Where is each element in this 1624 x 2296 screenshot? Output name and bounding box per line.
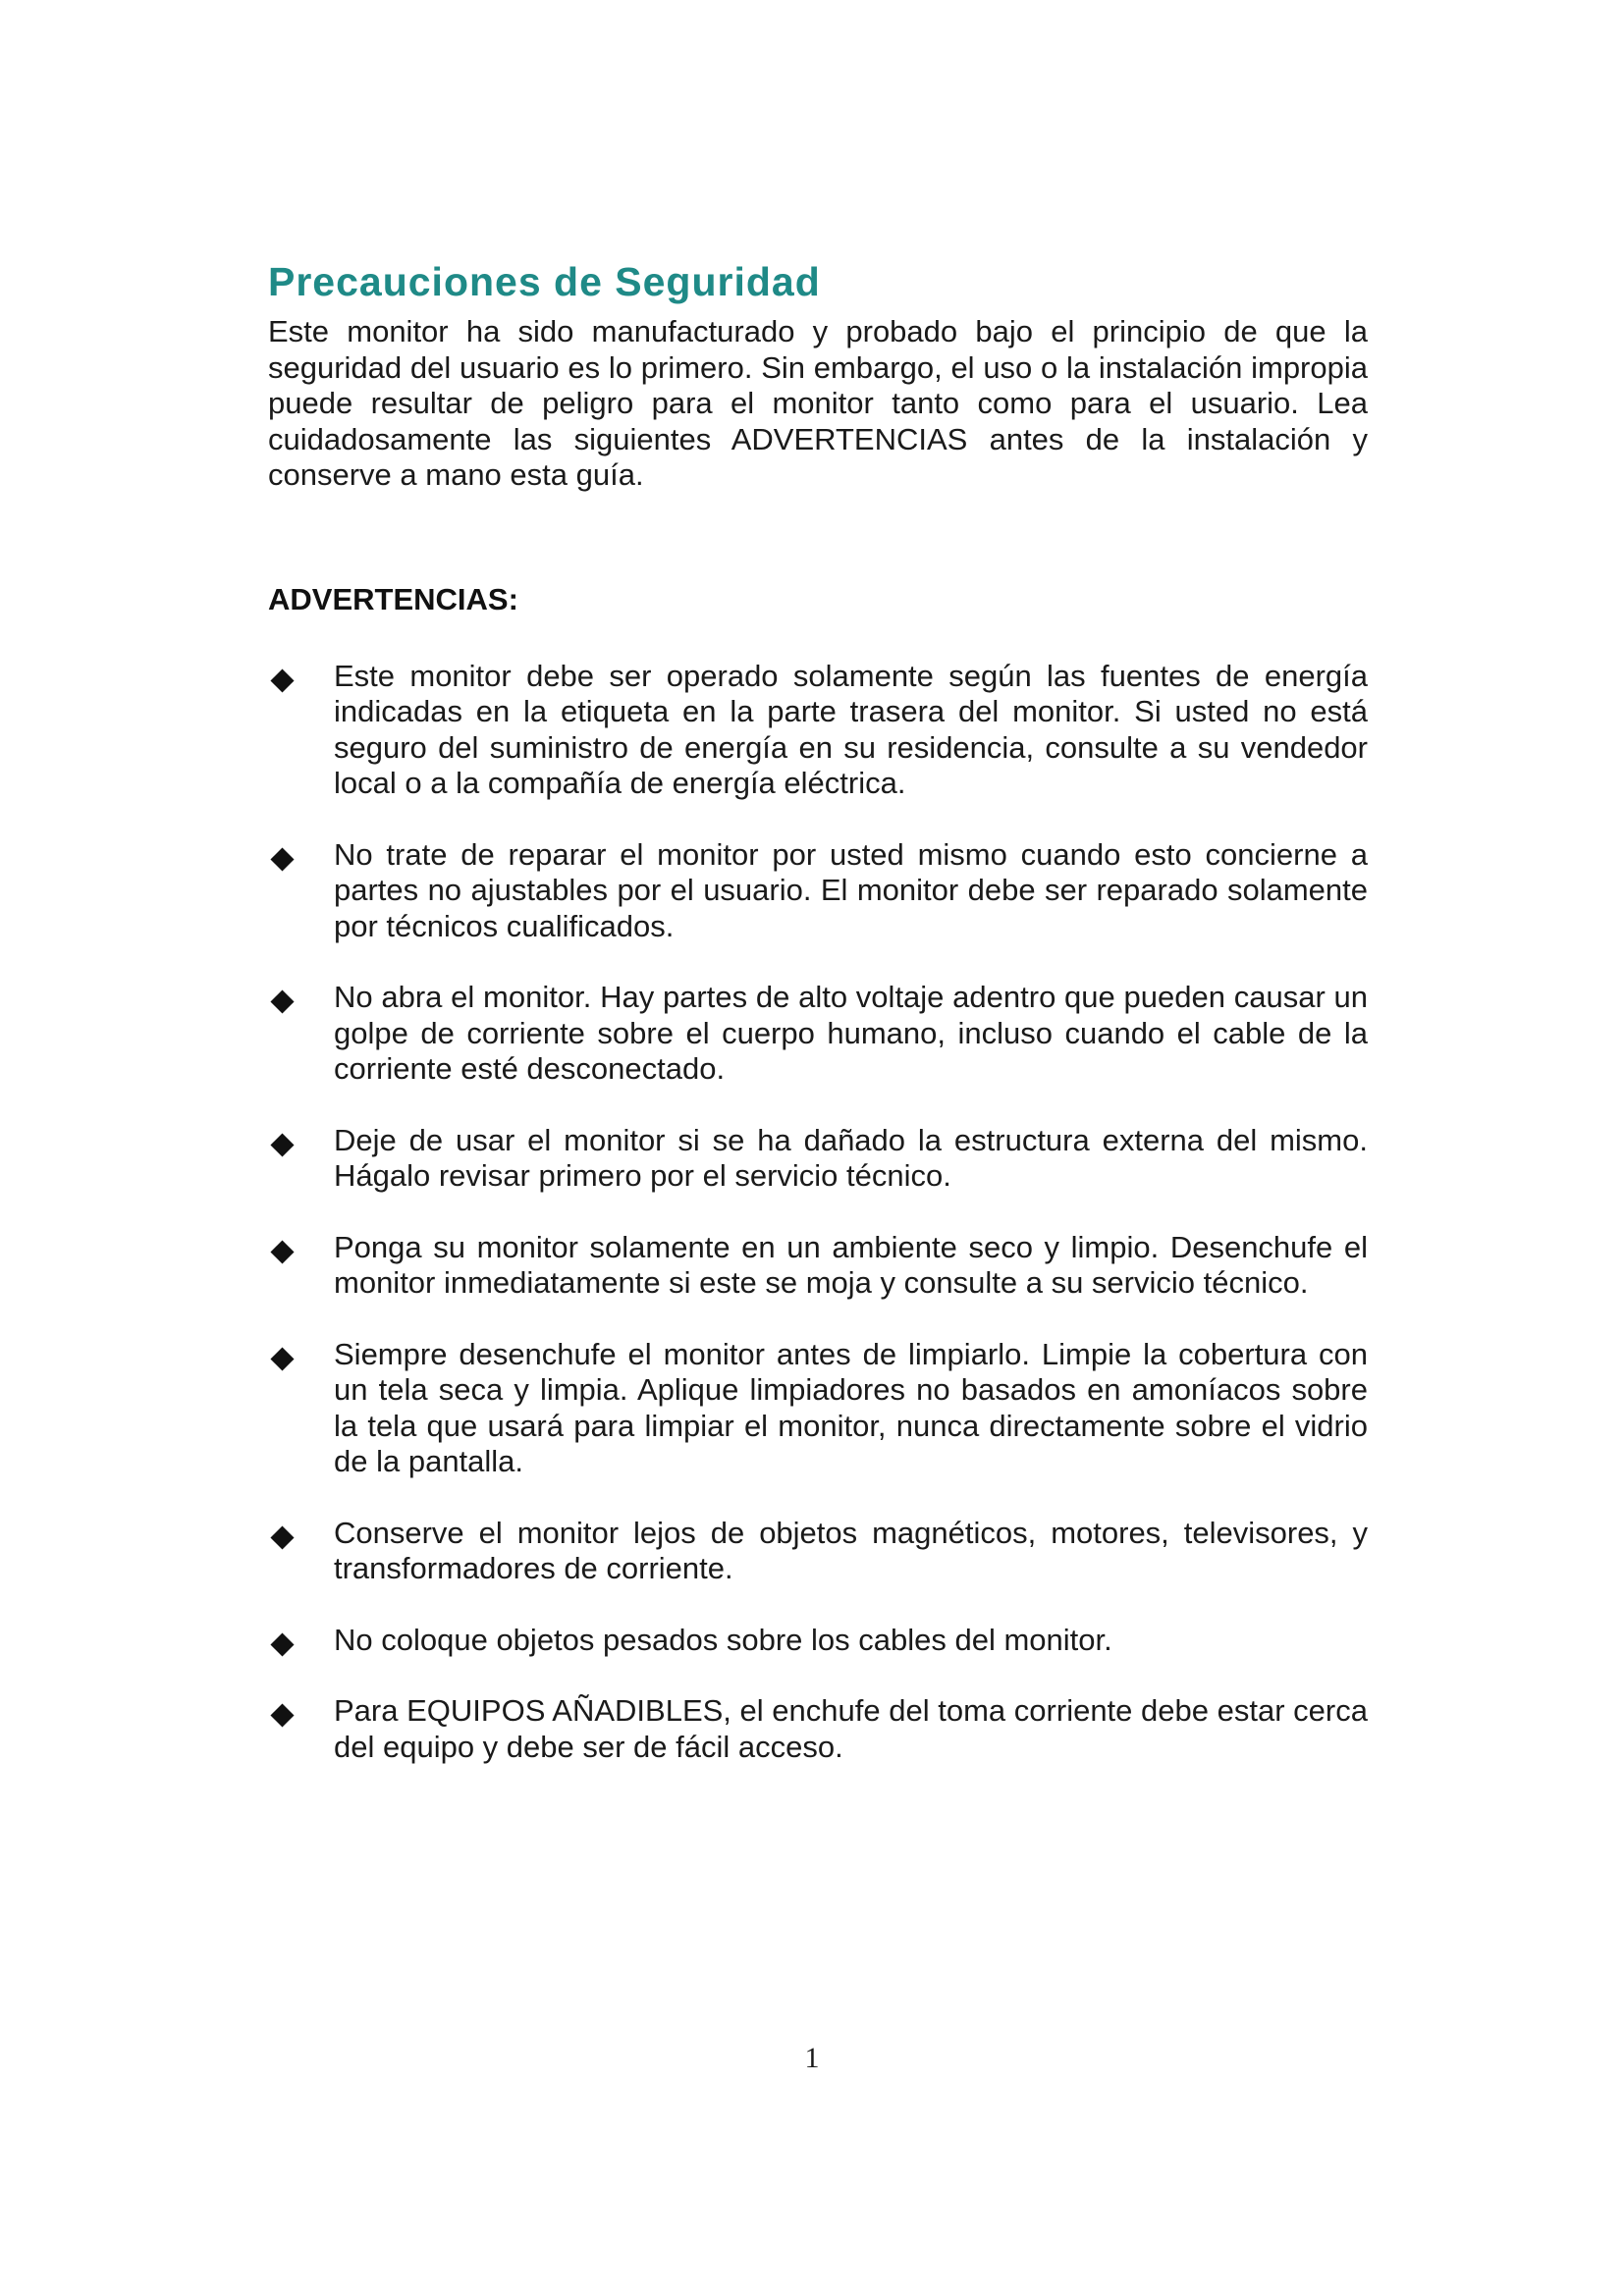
warning-text: Siempre desenchufe el monitor antes de limpiarlo. Limpie la cobertura con un tela seca y limpia. Aplique limpiadores no basados en amoníacos sobre la tela que usará para limpiar el monitor, nunca directamente sobre el vidrio de la pantalla. [334, 1336, 1368, 1478]
black-diamond-icon [270, 989, 294, 1013]
warning-item [268, 1230, 1368, 1302]
warning-text: No abra el monitor. Hay partes de alto voltaje adentro que pueden causar un golpe de corriente sobre el cuerpo humano, incluso cuando el cable de la corriente esté desconectado. [334, 980, 1368, 1086]
page-number: 1 [804, 2042, 820, 2074]
warning-item [268, 659, 1368, 802]
warning-text: Deje de usar el monitor si se ha dañado la estructura externa del mismo. Hágalo revisar primero por el servicio técnico. [334, 1122, 1368, 1193]
warnings-heading: ADVERTENCIAS: [268, 581, 518, 616]
warning-item [268, 837, 1368, 945]
warning-text: No coloque objetos pesados sobre los cables del monitor. [334, 1622, 1112, 1657]
warning-text: No trate de reparar el monitor por usted mismo cuando esto concierne a partes no ajustables por el usuario. El monitor debe ser reparado solamente por técnicos cualificados. [334, 836, 1368, 943]
intro-paragraph: Este monitor ha sido manufacturado y probado bajo el principio de que la seguridad del usuario es lo primero. Sin embargo, el uso o la instalación impropia puede resultar de peligro para el monitor tanto como para el usuario. Lea cuidadosamente las siguientes ADVERTENCIAS antes de la instalación y conserve a mano esta guía. [268, 314, 1368, 492]
warning-item [268, 1516, 1368, 1587]
warning-text: Ponga su monitor solamente en un ambiente seco y limpio. Desenchufe el monitor inmediatamente si este se moja y consulte a su servicio técnico. [334, 1229, 1368, 1300]
black-diamond-icon [270, 1525, 294, 1549]
black-diamond-icon [270, 1632, 294, 1656]
warning-item [268, 980, 1368, 1088]
black-diamond-icon [270, 668, 294, 692]
black-diamond-icon [270, 1703, 294, 1727]
warnings-list [268, 659, 1368, 1766]
warning-text: Para EQUIPOS AÑADIBLES, el enchufe del toma corriente debe estar cerca del equipo y debe ser de fácil acceso. [334, 1693, 1368, 1764]
warning-item [268, 1693, 1368, 1765]
warning-text: Este monitor debe ser operado solamente según las fuentes de energía indicadas en la etiqueta en la parte trasera del monitor. Si usted no está seguro del suministro de energía en su residencia, consulte a su vendedor local o a la compañía de energía eléctrica. [334, 658, 1368, 800]
black-diamond-icon [270, 1347, 294, 1370]
black-diamond-icon [270, 1240, 294, 1263]
document-page [268, 257, 1368, 1800]
black-diamond-icon [270, 847, 294, 871]
warning-item [268, 1123, 1368, 1195]
warning-item [268, 1337, 1368, 1480]
black-diamond-icon [270, 1133, 294, 1156]
warning-text: Conserve el monitor lejos de objetos magnéticos, motores, televisores, y transformadores de corriente. [334, 1515, 1368, 1585]
page-title: Precauciones de Seguridad [268, 259, 821, 304]
warning-item [268, 1623, 1368, 1659]
